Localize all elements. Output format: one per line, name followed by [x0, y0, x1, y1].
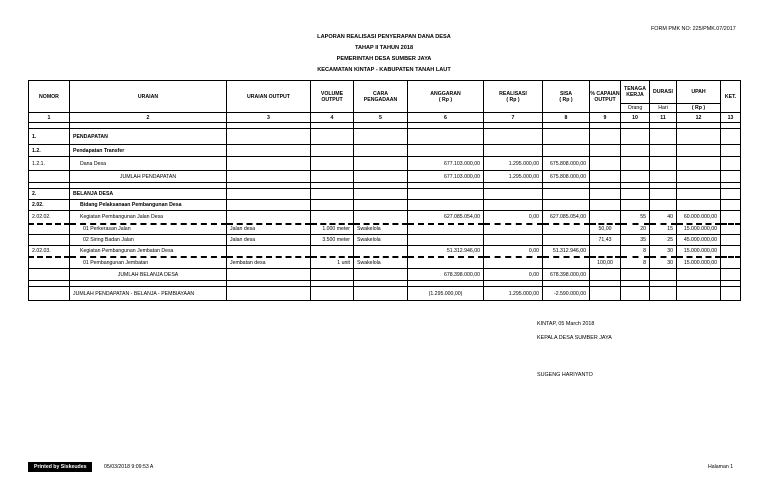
row-no: 2. [29, 189, 70, 200]
report-district: KECAMATAN KINTAP - KABUPATEN TANAH LAUT [317, 67, 451, 73]
row-tenaga: 35 [621, 235, 650, 246]
row-uraian: JUMLAH PENDAPATAN [70, 171, 227, 183]
row-realisasi: 1.295.000,00 [484, 157, 543, 171]
row-durasi: 40 [650, 211, 677, 224]
col-upah-unit: ( Rp ) [677, 104, 721, 113]
row-volume: 1.000 meter [311, 224, 354, 235]
row-volume: 3.500 meter [311, 235, 354, 246]
row-tenaga: 8 [621, 257, 650, 269]
row-anggaran: 627.085.054,00 [408, 211, 484, 224]
col-num: 7 [484, 113, 543, 123]
row-no: 1.2.1. [29, 157, 70, 171]
row-uraian: Bidang Pelaksanaan Pembangunan Desa [70, 200, 227, 211]
col-num: 12 [677, 113, 721, 123]
row-upah: 60.000.000,00 [677, 211, 721, 224]
row-durasi: 30 [650, 246, 677, 257]
row-upah: 45.000.000,00 [677, 235, 721, 246]
col-realisasi: REALISASI ( Rp ) [484, 81, 543, 113]
row-cara: Swakelola [354, 224, 408, 235]
row-output: Jembatan desa [227, 257, 311, 269]
row-sisa: 678.398.000,00 [543, 269, 590, 281]
row-cara: Swakelola [354, 257, 408, 269]
row-no: 1. [29, 129, 70, 145]
row-cara: Swakelola [354, 235, 408, 246]
row-realisasi: 0,00 [484, 211, 543, 224]
row-upah: 15.000.000,00 [677, 224, 721, 235]
table-row [29, 235, 741, 246]
col-num: 13 [721, 113, 741, 123]
table-row [29, 287, 741, 301]
row-uraian: PENDAPATAN [70, 129, 227, 145]
report-stage: TAHAP II TAHUN 2018 [354, 45, 414, 51]
row-no: 2.02.02. [29, 211, 70, 224]
form-code: FORM PMK NO: 225/PMK.07/2017 [651, 26, 736, 32]
table-row [29, 246, 741, 257]
col-num: 3 [227, 113, 311, 123]
row-sisa: 627.085.054,00 [543, 211, 590, 224]
row-tenaga: 8 [621, 246, 650, 257]
row-anggaran: 677.103.000,00 [408, 171, 484, 183]
row-no: 2.02. [29, 200, 70, 211]
col-cara-pengadaan: CARA PENGADAAN [354, 81, 408, 113]
report-title: LAPORAN REALISASI PENYERAPAN DANA DESA [317, 34, 451, 40]
col-num: 4 [311, 113, 354, 123]
table-row [29, 269, 741, 281]
row-uraian: Kegiatan Pembangunan Jalan Desa [70, 211, 227, 224]
row-uraian: Dana Desa [70, 157, 227, 171]
row-anggaran: (1.295.000,00) [408, 287, 484, 301]
col-num: 1 [29, 113, 70, 123]
col-num: 2 [70, 113, 227, 123]
row-uraian: Pendapatan Transfer [70, 145, 227, 157]
col-volume-output: VOLUME OUTPUT [311, 81, 354, 113]
header-row [29, 81, 741, 104]
row-realisasi: 0,00 [484, 269, 543, 281]
col-capaian: % CAPAIAN OUTPUT [590, 81, 621, 113]
table-row [29, 200, 741, 211]
col-num: 8 [543, 113, 590, 123]
row-output: Jalan desa [227, 235, 311, 246]
col-num: 10 [621, 113, 650, 123]
row-sisa: -2.590.000,00 [543, 287, 590, 301]
col-nomor: NOMOR [29, 81, 70, 113]
row-capaian: 50,00 [590, 224, 621, 235]
row-anggaran: 51.312.946,00 [408, 246, 484, 257]
row-capaian: 100,00 [590, 257, 621, 269]
col-num: 11 [650, 113, 677, 123]
col-anggaran: ANGGARAN ( Rp ) [408, 81, 484, 113]
row-output: Jalan desa [227, 224, 311, 235]
table-row [29, 257, 741, 269]
table-row [29, 171, 741, 183]
row-tenaga: 55 [621, 211, 650, 224]
col-ket: KET. [721, 81, 741, 113]
col-num: 9 [590, 113, 621, 123]
row-tenaga: 20 [621, 224, 650, 235]
col-num: 6 [408, 113, 484, 123]
row-volume: 1 unit [311, 257, 354, 269]
row-sisa: 51.312.946,00 [543, 246, 590, 257]
column-number-row [29, 113, 741, 123]
col-uraian: URAIAN [70, 81, 227, 113]
row-sisa: 675.808.000,00 [543, 171, 590, 183]
col-tenaga: TENAGA KERJA [621, 81, 650, 104]
row-upah: 15.000.000,00 [677, 246, 721, 257]
col-upah: UPAH [677, 81, 721, 104]
row-durasi: 25 [650, 235, 677, 246]
row-upah: 15.000.000,00 [677, 257, 721, 269]
row-durasi: 15 [650, 224, 677, 235]
printed-by-badge: Printed by Siskeudes [28, 462, 92, 472]
print-timestamp: 05/03/2018 9:09:53 A [104, 464, 154, 470]
col-durasi-unit: Hari [650, 104, 677, 113]
table-row [29, 145, 741, 157]
row-uraian: BELANJA DESA [70, 189, 227, 200]
row-realisasi: 1.295.000,00 [484, 171, 543, 183]
row-uraian: JUMLAH BELANJA DESA [70, 269, 227, 281]
table-row [29, 224, 741, 235]
table-row [29, 157, 741, 171]
row-capaian: 71,43 [590, 235, 621, 246]
row-no: 2.02.03. [29, 246, 70, 257]
row-realisasi: 0,00 [484, 246, 543, 257]
signature-name: SUGENG HARIYANTO [537, 372, 593, 378]
signature-title: KEPALA DESA SUMBER JAYA [537, 335, 612, 341]
row-anggaran: 677.103.000,00 [408, 157, 484, 171]
row-uraian: 01 Pembangunan Jembatan [70, 257, 227, 269]
row-anggaran: 678.398.000,00 [408, 269, 484, 281]
row-uraian: Kegiatan Pembangunan Jembatan Desa [70, 246, 227, 257]
table-row [29, 129, 741, 145]
report-government: PEMERINTAH DESA SUMBER JAYA [336, 56, 432, 62]
col-uraian-output: URAIAN OUTPUT [227, 81, 311, 113]
row-no: 1.2. [29, 145, 70, 157]
page-number: Halaman 1 [708, 464, 734, 470]
col-tenaga-unit: Orang [621, 104, 650, 113]
row-uraian: JUMLAH PENDAPATAN - BELANJA - PEMBIAYAAN [70, 287, 227, 301]
table-row [29, 211, 741, 224]
row-uraian: 01 Perkerasan Jalan [70, 224, 227, 235]
table-row [29, 189, 741, 200]
realization-table [28, 80, 741, 301]
row-uraian: 02 Siring Badan Jalan [70, 235, 227, 246]
col-durasi: DURASI [650, 81, 677, 104]
signature-place-date: KINTAP, 05 March 2018 [537, 321, 595, 327]
row-durasi: 30 [650, 257, 677, 269]
row-realisasi: 1.295.000,00 [484, 287, 543, 301]
col-sisa: SISA ( Rp ) [543, 81, 590, 113]
row-sisa: 675.808.000,00 [543, 157, 590, 171]
col-num: 5 [354, 113, 408, 123]
